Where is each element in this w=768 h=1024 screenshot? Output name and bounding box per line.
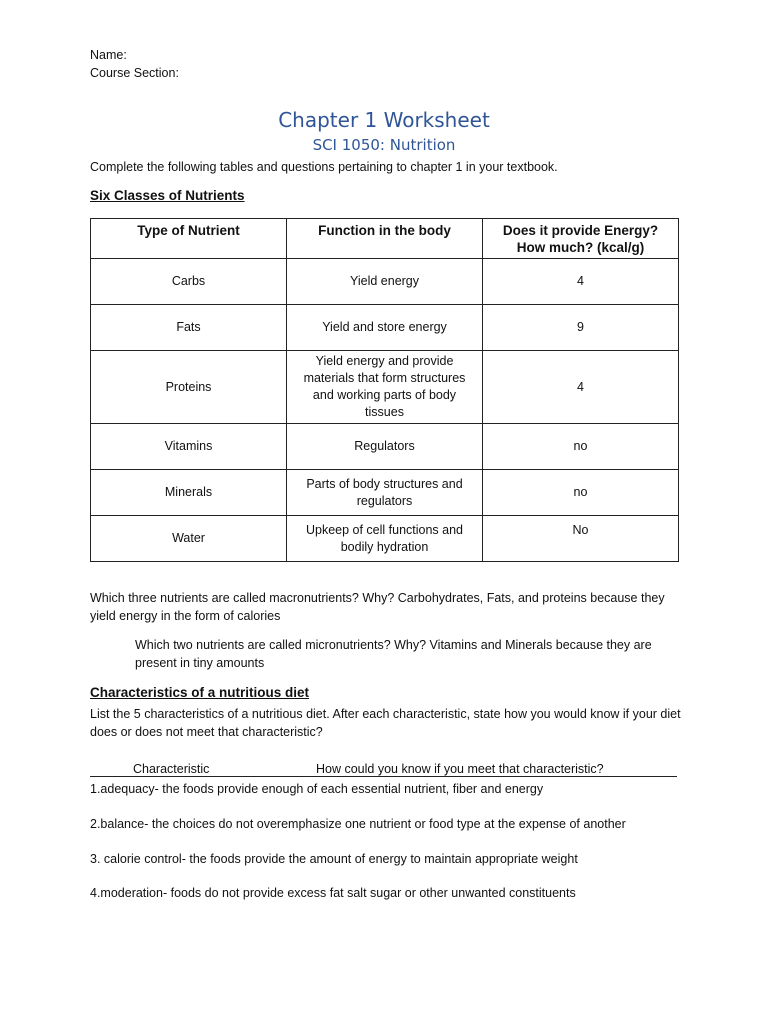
nutrient-function-cell: Regulators: [287, 424, 483, 470]
nutrient-function-cell: Upkeep of cell functions and bodily hydration: [287, 516, 483, 562]
nutrient-type-cell: Fats: [91, 305, 287, 351]
how-column-label: How could you know if you meet that characteristic?: [316, 762, 604, 776]
nutrient-function-cell: Yield energy and provide materials that form structures and working parts of body tissues: [287, 351, 483, 424]
nutrient-energy-cell: no: [483, 424, 679, 470]
name-label: Name:: [90, 48, 127, 62]
table-row: [91, 259, 679, 305]
table-row: [91, 424, 679, 470]
instructions-text: Complete the following tables and questions pertaining to chapter 1 in your textbook.: [90, 160, 558, 174]
nutrient-energy-cell: 4: [483, 259, 679, 305]
table-row: [91, 305, 679, 351]
nutrient-energy-cell: no: [483, 470, 679, 516]
course-section-label: Course Section:: [90, 66, 179, 80]
list-item: 1.adequacy- the foods provide enough of each essential nutrient, fiber and energy: [90, 782, 544, 796]
table-row: [91, 351, 679, 424]
nutrient-energy-cell: 9: [483, 305, 679, 351]
column-header-function: Function in the body: [287, 219, 483, 259]
nutrients-heading: Six Classes of Nutrients: [90, 188, 245, 203]
diet-heading: Characteristics of a nutritious diet: [90, 685, 310, 700]
characteristics-column-headers: [90, 762, 677, 777]
nutrient-function-cell: Parts of body structures and regulators: [287, 470, 483, 516]
column-header-type: Type of Nutrient: [91, 219, 287, 259]
micronutrients-question: Which two nutrients are called micronutrients? Why? Vitamins and Minerals because they are present in tiny amounts: [135, 638, 652, 670]
nutrient-type-cell: Carbs: [91, 259, 287, 305]
nutrient-energy-cell: 4: [483, 351, 679, 424]
table-row: [91, 470, 679, 516]
list-item: 3. calorie control- the foods provide the amount of energy to maintain appropriate weight: [90, 852, 578, 866]
nutrient-function-cell: Yield energy: [287, 259, 483, 305]
nutrient-type-cell: Minerals: [91, 470, 287, 516]
nutrients-table: [90, 218, 679, 562]
nutrient-energy-cell: No: [483, 516, 679, 562]
diet-instructions: List the 5 characteristics of a nutritious diet. After each characteristic, state how you would know if your diet does or does not meet that characteristic?: [90, 707, 681, 739]
page-title: Chapter 1 Worksheet: [278, 108, 490, 132]
list-item: 2.balance- the choices do not overemphasize one nutrient or food type at the expense of another: [90, 817, 626, 831]
nutrient-type-cell: Proteins: [91, 351, 287, 424]
table-row: [91, 516, 679, 562]
characteristic-column-label: Characteristic: [133, 762, 210, 776]
nutrient-type-cell: Water: [91, 516, 287, 562]
table-header-row: [91, 219, 679, 259]
column-header-energy: Does it provide Energy? How much? (kcal/g): [483, 219, 679, 259]
nutrient-type-cell: Vitamins: [91, 424, 287, 470]
page-subtitle: SCI 1050: Nutrition: [312, 136, 456, 154]
nutrient-function-cell: Yield and store energy: [287, 305, 483, 351]
list-item: 4.moderation- foods do not provide excess fat salt sugar or other unwanted constituents: [90, 886, 576, 900]
macronutrients-question: Which three nutrients are called macronutrients? Why? Carbohydrates, Fats, and proteins because they yield energy in the form of calories: [90, 591, 665, 623]
